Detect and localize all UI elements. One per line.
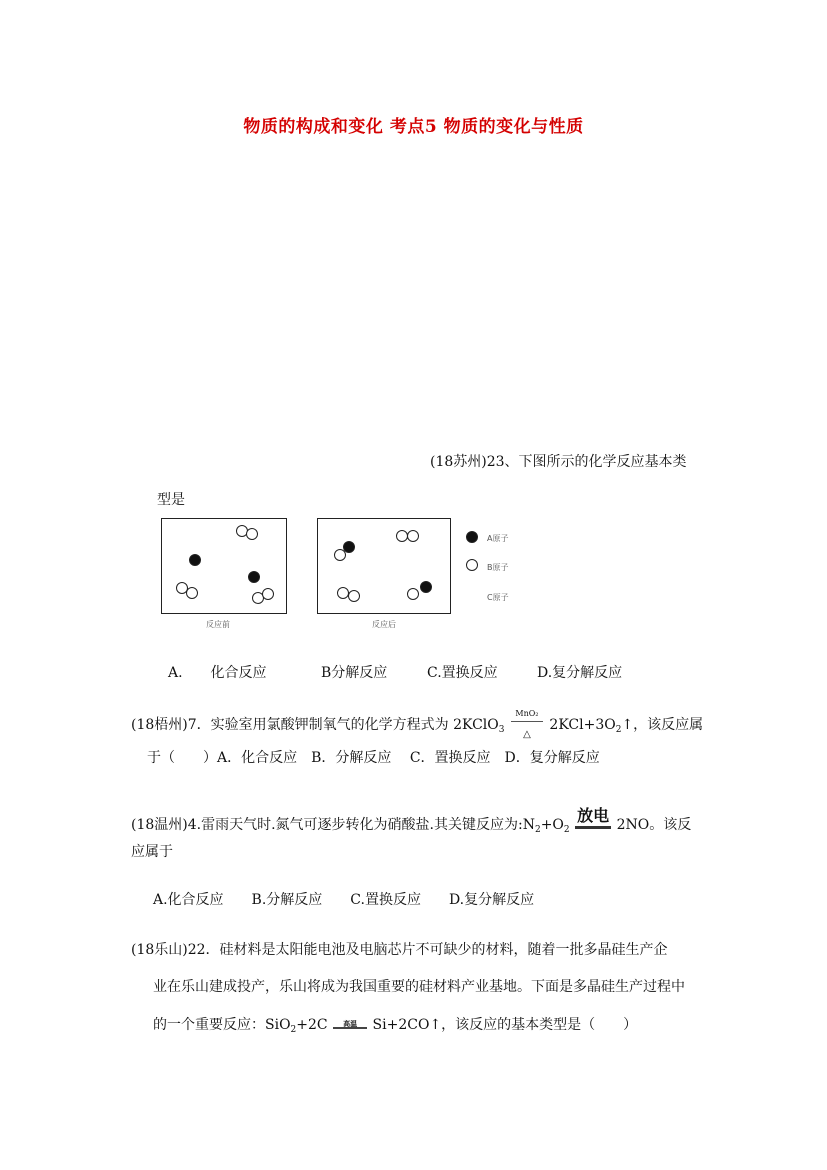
q3-equation-line: (18温州)4.雷雨天气时.氮气可逐步转化为硝酸盐.其关键反应为$:N_2+O_2$ 放电 2NO。该反 (131, 806, 692, 835)
b-atom (246, 528, 258, 540)
legend-a-atom-icon (466, 531, 478, 543)
legend-a-label: A原子 (487, 534, 509, 543)
b-atom (348, 590, 360, 602)
discharge-condition: 放电 (575, 826, 611, 829)
q1-line2: 型是 (157, 492, 185, 508)
high-temp-condition: 高温 (333, 1027, 367, 1029)
q3-options: A.化合反应 B.分解反应 C.置换反应 D.复分解反应 (153, 892, 535, 908)
q1-option-a: A. 化合反应 (168, 665, 267, 681)
a-atom (248, 571, 260, 583)
legend-c-label: C原子 (487, 593, 509, 602)
b-atom (262, 588, 274, 600)
catalyst-condition: MnO₂ △ (511, 721, 543, 729)
q3-line2: 应属于 (131, 844, 173, 860)
a-atom (189, 554, 201, 566)
b-atom (407, 588, 419, 600)
after-caption: 反应后 (372, 620, 396, 629)
b-atom (334, 549, 346, 561)
before-caption: 反应前 (206, 620, 230, 629)
after-reaction-box (317, 518, 451, 614)
q1-option-d: D.复分解反应 (537, 665, 623, 681)
b-atom (186, 587, 198, 599)
q4-line2: 业在乐山建成投产，乐山将成为我国重要的硅材料产业基地。下面是多晶硅生产过程中 (153, 979, 685, 995)
before-reaction-box (161, 518, 287, 614)
b-atom (407, 530, 419, 542)
q4-equation-line: 的一个重要反应：SiO$_2$+2C 高温 Si+2CO↑，该反应的基本类型是（ ） (153, 1017, 638, 1035)
q2-equation-line: (18梧州)7．实验室用氯酸钾制氧气的化学方程式为 2KClO$_3$ MnO₂ △ $2KCl+3O_2↑$，该反应属 (131, 709, 704, 740)
page-title: 物质的构成和变化 考点5 物质的变化与性质 (243, 117, 584, 137)
legend-b-atom-icon (466, 559, 478, 571)
q2-line2: 于（ ）A．化合反应 B．分解反应 C．置换反应 D．复分解反应 (147, 750, 600, 766)
q1-option-b: B分解反应 (321, 665, 388, 681)
q4-line1: (18乐山)22．硅材料是太阳能电池及电脑芯片不可缺少的材料，随着一批多晶硅生产企 (131, 942, 668, 958)
q1-line1: (18苏州)23、下图所示的化学反应基本类 (430, 454, 687, 470)
legend-b-label: B原子 (487, 563, 509, 572)
a-atom (420, 581, 432, 593)
q1-option-c: C.置换反应 (427, 665, 498, 681)
